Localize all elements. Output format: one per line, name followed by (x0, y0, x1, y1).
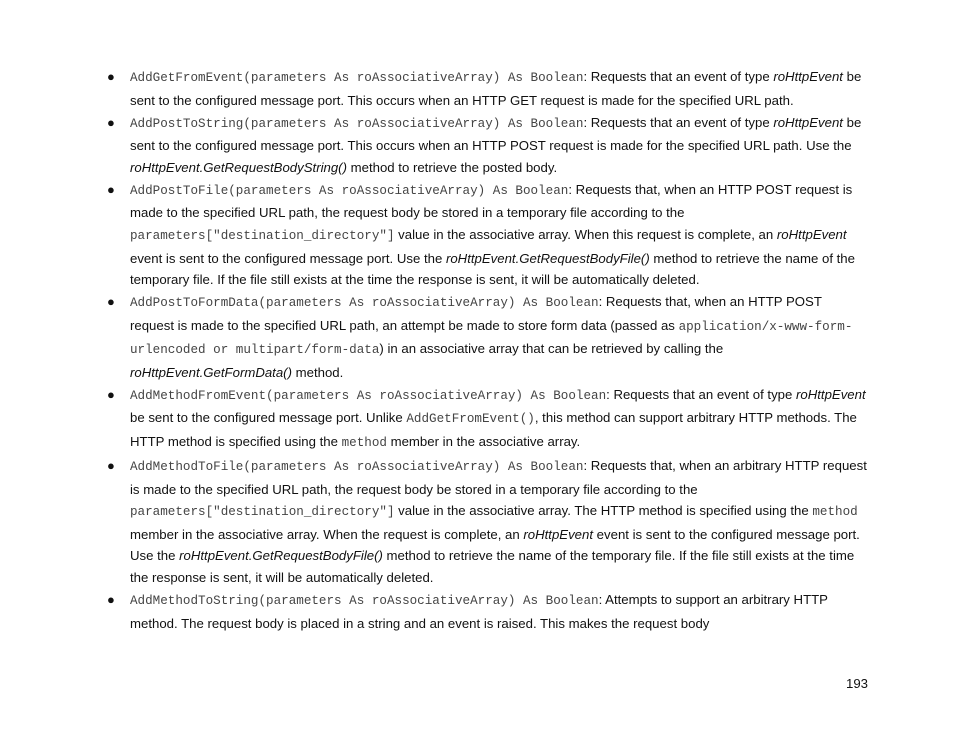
code-reference: method (812, 505, 858, 520)
bullet-icon: ● (107, 458, 115, 474)
description-text: value in the associative array. The HTTP method is specified using the (394, 503, 813, 519)
description-text: : Requests that, when an HTTP POST request is made to the specified URL path, the request body be stored in a temporary file according to the (130, 181, 853, 221)
class-name: roHttpEvent (773, 69, 843, 84)
description-text: : Requests that, when an HTTP POST request is made to the specified URL path, an attempt be made to store form data (passed as (130, 294, 822, 333)
description-text: value in the associative array. When this request is complete, an (394, 226, 777, 242)
description-text: method to retrieve the posted body. (346, 159, 558, 175)
bullet-icon: ● (107, 181, 115, 197)
description-text: : Attempts to support an arbitrary HTTP method. The request body is placed in a string and an event is raised. This makes the request body (130, 592, 828, 631)
class-name: roHttpEvent (796, 386, 866, 402)
bullet-icon: ● (107, 592, 115, 607)
list-item (107, 384, 869, 455)
description-text: method. (291, 364, 344, 380)
description-text: method to retrieve the name of the temporary file. If the file still exists at the time the response is sent, it will be automatically deleted. (130, 250, 855, 288)
list-item (107, 112, 869, 179)
description-text: : Requests that an event of type (583, 114, 774, 130)
code-reference: AddGetFromEvent() (406, 412, 535, 427)
code-reference: parameters["destination_directory"] (130, 505, 395, 520)
code-reference: method (341, 436, 387, 451)
method-reference: roHttpEvent.GetRequestBodyFile() (445, 250, 650, 266)
list-item (107, 589, 869, 634)
description-text: : Requests that, when an arbitrary HTTP request is made to the specified URL path, the request body be stored in a temporary file according to the (130, 458, 867, 497)
method-signature: AddPostToFormData(parameters As roAssociativeArray) As Boolean (130, 296, 599, 311)
list-item (107, 291, 869, 383)
description-text: be sent to the configured message port. This occurs when an HTTP POST request is made for the specified URL path. Use the (130, 114, 862, 154)
method-reference: roHttpEvent.GetRequestBodyString() (130, 159, 347, 175)
code-reference: application/x-www-form-urlencoded or multipart/form-data (130, 319, 853, 358)
class-name: roHttpEvent (773, 114, 843, 130)
code-reference: parameters["destination_directory"] (130, 228, 395, 243)
bullet-icon: ● (107, 386, 115, 402)
description-text: , this method can support arbitrary HTTP methods. The HTTP method is specified using the (130, 410, 857, 450)
method-signature: AddMethodToFile(parameters As roAssociativeArray) As Boolean (130, 460, 584, 475)
bullet-icon: ● (107, 69, 115, 84)
description-text: member in the associative array. When the request is complete, an (130, 526, 524, 542)
list-item (107, 179, 869, 291)
description-text: event is sent to the configured message port. Use the (130, 526, 860, 564)
method-reference: roHttpEvent.GetFormData() (130, 364, 292, 380)
description-text: : Requests that an event of type (606, 386, 796, 402)
method-signature: AddMethodFromEvent(parameters As roAssociativeArray) As Boolean (130, 388, 607, 403)
list-item (107, 66, 869, 111)
class-name: roHttpEvent (776, 226, 847, 242)
description-text: be sent to the configured message port. This occurs when an HTTP GET request is made for the specified URL path. (130, 69, 862, 108)
class-name: roHttpEvent (523, 526, 594, 542)
description-text: method to retrieve the name of the temporary file. If the file still exists at the time the response is sent, it will be automatically deleted. (130, 548, 855, 586)
method-signature: AddPostToFile(parameters As roAssociativeArray) As Boolean (130, 183, 569, 198)
bullet-icon: ● (107, 294, 115, 310)
list-item (107, 455, 869, 589)
method-signature: AddGetFromEvent(parameters As roAssociativeArray) As Boolean (130, 71, 584, 85)
page-number: 193 (845, 676, 868, 691)
description-text: event is sent to the configured message port. Use the (130, 250, 446, 266)
method-signature: AddMethodToString(parameters As roAssociativeArray) As Boolean (130, 594, 599, 608)
method-list (107, 66, 869, 635)
description-text: : Requests that an event of type (583, 69, 774, 84)
method-reference: roHttpEvent.GetRequestBodyFile() (179, 548, 383, 564)
bullet-icon: ● (107, 114, 115, 130)
method-signature: AddPostToString(parameters As roAssociativeArray) As Boolean (130, 116, 584, 131)
description-text: member in the associative array. (386, 434, 581, 450)
description-text: be sent to the configured message port. Unlike (130, 410, 407, 426)
description-text: ) in an associative array that can be retrieved by calling the (379, 341, 724, 357)
